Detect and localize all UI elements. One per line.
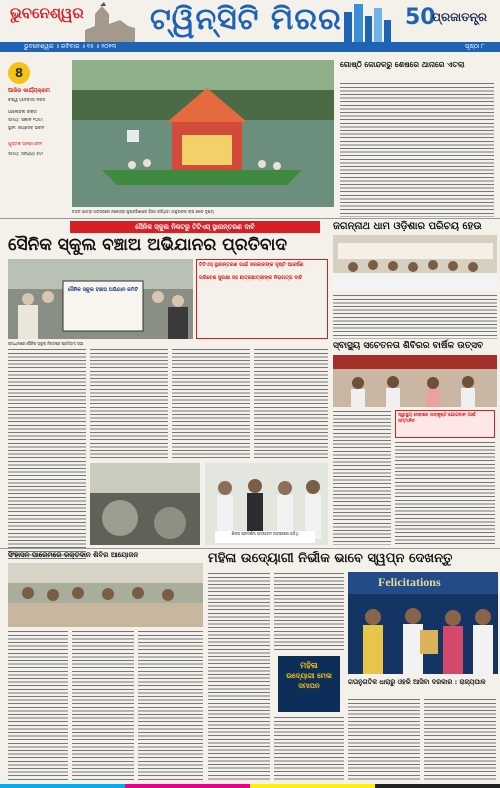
mahila-box-line: ଉଦ୍ୟୋଗୀ ମେଳା	[286, 672, 332, 680]
jagannath-headline: ଜଗନ୍ନାଥ ଧାମ ଓଡ଼ିଶାର ପରିଚୟ ହେଉ	[333, 221, 482, 232]
jagannath-meeting-photo	[333, 235, 497, 291]
event-line: ସମୟ: ସକାଳ ୧୦ଟା	[8, 118, 43, 123]
swasthya-body-col2	[395, 441, 495, 545]
sainik-bullets	[196, 259, 328, 339]
mahila-headline: ମହିଳା ଉଦ୍ୟୋଗୀ ନିର୍ଭୀକ ଭାବେ ସ୍ୱପ୍ନ ଦେଖନ୍ତୁ	[208, 551, 453, 566]
brand-name: ପ୍ରଜାତନ୍ତ୍ର	[432, 10, 488, 24]
sainik-bullet: ଟିଟିଏସ୍ ସ୍ଥାନାନ୍ତରଣ ପାଇଁ ସରକାରଙ୍କ ଦୃଷ୍ଟି ଆକର୍ଷଣ	[199, 262, 304, 268]
top-photo-caption: ଚନ୍ଦନ ଯାତ୍ରା ଅବସରରେ ନରେନ୍ଦ୍ର ପୁଷ୍କରିଣୀରେ ବିଜେ କରିଥିବା ଠାକୁରଙ୍କ ଚାପ ଖେଳ ଦୃଶ୍ୟ	[72, 209, 214, 214]
singhasan-body-col3	[138, 630, 203, 780]
events-number-badge: 8	[8, 62, 30, 84]
sainik-strap: ସୈନିକ ସ୍କୁଲ ନିକଟରୁ ଟିଟିଏସ୍ ସ୍ଥାନାନ୍ତରଣ ଦାବି	[70, 221, 320, 233]
sainik-headline: ସୈନିକ ସ୍କୁଲ ବଞ୍ଚାଅ ଅଭିଯାନର ପ୍ରତିବାଦ	[8, 235, 288, 255]
right-top-headline: ଗୋଷ୍ଠି କୋନ୍ଦଳରୁ ଶେଷରେ ଥାନାରେ ଏତଲା	[340, 60, 465, 69]
event-line: ସମୟ: ସନ୍ଧ୍ୟା ୫ଟା	[8, 152, 44, 157]
sainik-photo-caption: ରାଜଧାନୀରେ ସୈନିକ ସ୍କୁଲ ନିକଟରେ ପ୍ରତିବାଦ ସଭା	[8, 341, 84, 346]
mahila-subheadline: ଗତାନୁଗତିକ ଧାରାରୁ ଓହରି ଆସିବା ଦରକାର : ରାଜ୍ୟପାଳ	[348, 678, 486, 686]
right-top-body	[340, 82, 494, 217]
mahila-body-col3	[348, 698, 420, 780]
boat-festival-illustration	[72, 60, 334, 207]
mahila-body-col2b	[274, 716, 344, 780]
felicitation-banner-text: Felicitations	[378, 575, 441, 589]
mahila-body-col2	[274, 572, 344, 652]
mahila-feature-box	[278, 656, 340, 712]
sainik-protest-photo	[8, 259, 193, 339]
masthead	[0, 0, 500, 58]
color-strip	[0, 784, 500, 788]
events-panel	[8, 60, 68, 200]
sainik-body-col4	[254, 348, 328, 460]
officials-photo	[205, 463, 328, 545]
jagannath-body	[333, 294, 497, 339]
mahila-box-line: ମହିଳା	[300, 661, 318, 670]
mahila-body-col4	[424, 698, 496, 780]
anniversary-mark: 50	[405, 5, 436, 30]
page-number: ପୃଷ୍ଠା ୮	[465, 43, 485, 50]
sainik-body-col3	[172, 348, 250, 460]
event-line: ପୁସ୍ତକ ଉନ୍ମୋଚନ	[8, 142, 43, 147]
sainik-body-col1	[8, 348, 86, 560]
mahila-box-line: ସମାପନ	[298, 682, 320, 690]
divider	[0, 548, 500, 549]
events-title: ଆଜିର କାର୍ଯ୍ୟକ୍ରମ	[8, 88, 50, 94]
event-line: ବିଶ୍ୱ ଆଦିବାସୀ ଦିବସ	[8, 98, 46, 103]
award-highlight-box: ସ୍ୱାସ୍ଥ୍ୟ ସେବାରେ ଉତ୍କୃଷ୍ଟ ଯୋଗଦାନ ପାଇଁ ସମ୍ମାନିତ	[395, 410, 495, 438]
divider	[0, 218, 500, 219]
event-line: ଆଲୋଚନା ଚକ୍ର	[8, 110, 37, 115]
chandan-yatra-photo	[72, 60, 334, 207]
sainik-body-col2	[90, 348, 168, 460]
singhasan-body-col2	[72, 630, 134, 780]
city-name: ଭୁବନେଶ୍ୱର	[10, 4, 84, 22]
swasthya-photo	[333, 355, 497, 407]
singhasan-body-col1	[8, 630, 68, 780]
crowd-photo	[90, 463, 200, 545]
singhasan-headline: ସିଂହାସନ ପାରେମରେ ରକ୍ତଦାନ ଶିବିର ଆୟୋଜନ	[8, 551, 139, 559]
swasthya-headline: ସ୍ବାସ୍ଥ୍ୟ ସଚେତନତା ଶିବିରର ବାର୍ଷିକ ଉତ୍ସବ	[333, 341, 484, 351]
event-line: ସ୍ଥାନ: ଜୟଦେବ ଭବନ	[8, 126, 45, 131]
sainik-banner-text: ସୈନିକ ସ୍କୁଲ ବଞ୍ଚାଅ ଅଭିଯାନ କମିଟି	[67, 287, 139, 293]
swasthya-body-col1	[333, 410, 391, 545]
singhasan-photo	[8, 563, 203, 627]
skyline-illustration	[340, 2, 392, 44]
sainik-bullet: ପରିବେଶ ସୁରକ୍ଷା ସହ ଛାତ୍ରଛାତ୍ରୀଙ୍କ ନିରାପତ୍ତା ଦାବି	[199, 274, 303, 281]
officials-caption-box: ଶିଳ୍ପ ପ୍ରଦର୍ଶନୀ ଉଦ୍‌ଘାଟନ ଅବସରରେ ଅତିଥି	[215, 531, 315, 543]
mahila-body-col1	[208, 572, 270, 780]
masthead-title: ଟ୍ୱିନ୍‌ସିଟି ମିରର	[150, 2, 342, 37]
dateline: ଭୁବନେଶ୍ୱର ॥ ରବିବାର ॥ ୧୫ ॥ ୨୦୨୩	[24, 43, 117, 50]
temple-illustration	[80, 2, 140, 42]
felicitation-photo	[348, 572, 498, 674]
